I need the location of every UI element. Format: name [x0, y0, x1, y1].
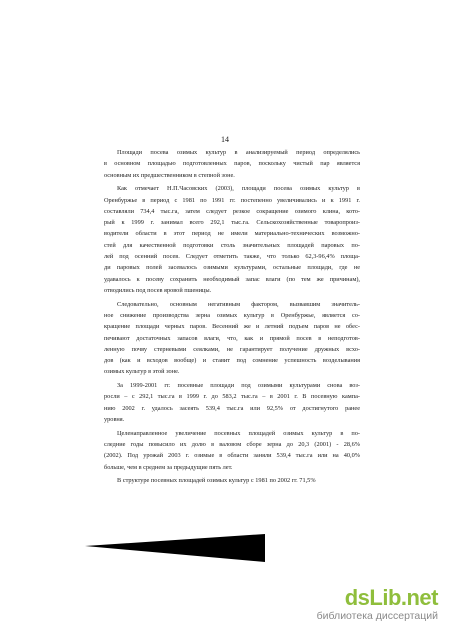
text-line: отводились под посев яровой пшеницы. — [104, 286, 212, 294]
paragraph — [104, 183, 360, 296]
text-line: больше, чем в среднем за предыдущие пять лет. — [104, 463, 233, 471]
paragraph — [104, 147, 360, 181]
text-line: За 1999-2001 гг. посевные площади под озимыми культурами снова воз- — [117, 382, 360, 390]
paragraph — [104, 299, 360, 378]
paragraph — [104, 475, 360, 486]
page-number: 14 — [221, 135, 229, 144]
text-line: (2002). Под урожай 2003 г. озимые в области заняли 539,4 тыс.га или на 40,0% — [104, 452, 360, 460]
paragraph — [104, 380, 360, 425]
text-line: Площади посева озимых культур в анализируемый период определялись — [117, 149, 360, 156]
black-wedge-decoration — [85, 534, 265, 562]
text-line: Как отмечает Н.П.Часовских (2003), площади посева озимых культур в — [117, 185, 360, 193]
text-line: нию 2002 г. удалось засеять 539,4 тыс.га или 92,5% от достигнутого ранее — [104, 404, 360, 412]
text-line: Целенаправленное увеличение посевных площадей озимых культур в по- — [117, 429, 360, 437]
watermark-logo: dsLib.net — [344, 585, 438, 610]
text-line: росли – с 292,1 тыс.га в 1999 г. до 583,2 тыс.га – в 2001 г. В посевную кампа- — [104, 393, 360, 401]
text-line: озимых культур в этой зоне. — [104, 368, 180, 376]
body-text — [104, 147, 360, 489]
text-line: печивают достаточных запасов влаги, что, как и прямой посев в неподготов- — [104, 334, 360, 342]
paragraph — [104, 428, 360, 473]
watermark — [298, 586, 438, 622]
text-line: ди паровых полей засевалось озимыми культурами, остальные площади, где не — [104, 264, 360, 272]
text-line: уровня. — [104, 416, 125, 423]
text-line: стей для качественной подготовки столь значительных площадей паровых по- — [104, 241, 360, 249]
text-line: ленную почву стерневыми сеялками, не гарантирует получение дружных всхо- — [104, 345, 360, 353]
text-line: Следовательно, основным негативным фактором, вызвавшим значитель- — [117, 300, 360, 308]
text-line: рый к 1999 г. занимал всего 292,1 тыс.га. Сельскохозяйственные товаропроиз- — [104, 219, 360, 227]
text-line: В структуре посевных площадей озимых культур с 1981 по 2002 гг. 71,5% — [117, 477, 316, 485]
text-line: основным их предшественником в степной зоне. — [104, 171, 235, 179]
text-line: в основном площадью подготовленных паров, поскольку чистый пар является — [104, 160, 360, 168]
text-line: ное снижение производства зерна озимых культур в Оренбуржье, является со- — [104, 311, 360, 319]
text-line: лей под осенний посев. Следует отметить также, что только 62,3-96,4% площа- — [104, 253, 360, 261]
text-line: дов (как и всходов вообще) и ставит под сомнение успешность возделывания — [104, 357, 360, 365]
text-line: следние годы повысило их долю в валовом сборе зерна до 20,3 (2001) - 28,6% — [104, 440, 360, 448]
text-line: удавалось к посеву сохранить необходимый запас влаги (по тем же причинам), — [104, 275, 360, 283]
watermark-subtitle: библиотека диссертаций — [316, 610, 438, 622]
text-line: водители области в этот период не имели материально-технических возможно- — [104, 230, 360, 238]
text-line: Оренбуржье в период с 1981 по 1991 гг. постепенно увеличивались и к 1991 г. — [104, 196, 360, 204]
text-line: составляли 734,4 тыс.га, затем следует резкое сокращение озимого клина, кото- — [104, 207, 360, 215]
text-line: кращение площади черных паров. Весенний же и летний подъем паров не обес- — [104, 323, 360, 331]
